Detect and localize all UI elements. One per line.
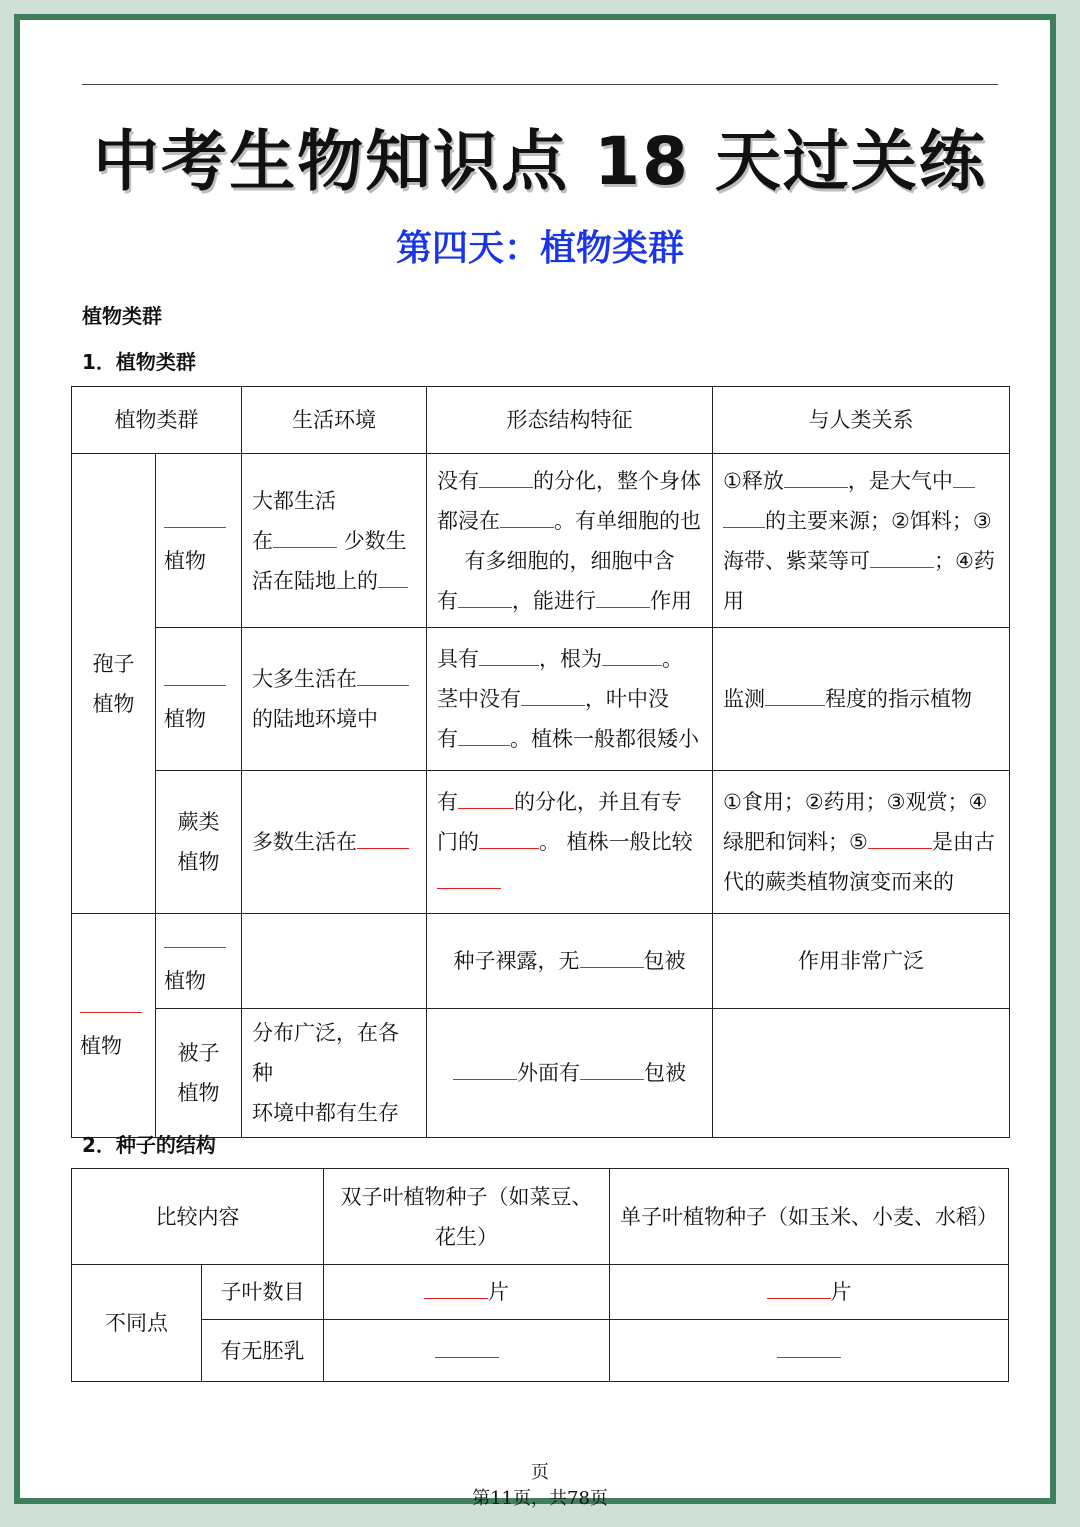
blank[interactable]	[357, 822, 409, 849]
moss-relation-cell: 监测 程度的指示植物	[713, 628, 1010, 771]
blank[interactable]	[500, 501, 554, 528]
monocot-endosperm-cell	[610, 1320, 1009, 1382]
table-header-row	[72, 1169, 1009, 1265]
blank[interactable]	[80, 986, 142, 1013]
fern-relation-cell: ①食用；②药用；③观赏；④ 绿肥和饲料；⑤ 是由古 代的蕨类植物演变而来的	[713, 771, 1010, 914]
section-1-title: 1．植物类群	[82, 350, 196, 374]
blank[interactable]	[435, 1331, 499, 1358]
fern-env-cell: 多数生活在	[242, 771, 427, 914]
blank[interactable]	[479, 822, 539, 849]
page-subtitle: 第四天：植物类群	[395, 228, 684, 269]
section-2-title: 2．种子的结构	[82, 1133, 216, 1157]
table-row-fern	[72, 771, 1010, 914]
blank[interactable]	[596, 581, 650, 608]
fern-name-cell: 蕨类 植物	[156, 771, 242, 914]
plant-groups-table	[71, 386, 1010, 1138]
footer-page-number: 第11页，共78页	[472, 1488, 608, 1509]
dicot-cotyledon-cell: 片	[324, 1265, 610, 1320]
blank[interactable]	[458, 581, 512, 608]
header-cell: 形态结构特征	[427, 387, 713, 454]
blank[interactable]	[164, 501, 226, 528]
header-rule	[82, 84, 998, 85]
angio-feature-cell: 外面有 包被	[427, 1009, 713, 1138]
page-title: 中考生物知识点 18 天过关练	[93, 123, 987, 200]
seed-structure-table	[71, 1168, 1009, 1382]
table-row	[72, 1320, 1009, 1382]
blank[interactable]	[784, 461, 848, 488]
table-row-algae	[72, 454, 1010, 628]
group-label: 植物	[92, 691, 135, 716]
angio-relation-cell	[713, 1009, 1010, 1138]
algae-env-cell: 大都生活 在 少数生 活在陆地上的	[242, 454, 427, 628]
table-row-moss	[72, 628, 1010, 771]
fern-feature-cell: 有 的分化，并且有专 门的 。 植株一般比较	[427, 771, 713, 914]
table-row-angiosperm	[72, 1009, 1010, 1138]
header-cell: 比较内容	[72, 1169, 324, 1265]
blank[interactable]	[479, 461, 533, 488]
header-cell: 单子叶植物种子（如玉米、小麦、水稻）	[610, 1169, 1009, 1265]
algae-name-cell: 植物	[156, 454, 242, 628]
row-label: 有无胚乳	[202, 1320, 324, 1382]
blank[interactable]	[521, 679, 585, 706]
table-row-gymnosperm	[72, 914, 1010, 1009]
group-label: 孢子	[92, 651, 135, 676]
blank[interactable]	[723, 501, 765, 528]
seed-plants-cell: 植物	[72, 914, 156, 1138]
spore-plants-cell	[72, 454, 156, 914]
gymno-relation-cell: 作用非常广泛	[713, 914, 1010, 1009]
header-cell: 生活环境	[242, 387, 427, 454]
moss-env-cell: 大多生活在 的陆地环境中	[242, 628, 427, 771]
dicot-endosperm-cell	[324, 1320, 610, 1382]
footer-page-word: 页	[531, 1462, 549, 1483]
header-cell: 与人类关系	[713, 387, 1010, 454]
blank[interactable]	[777, 1331, 841, 1358]
difference-cell: 不同点	[72, 1265, 202, 1382]
row-label: 子叶数目	[202, 1265, 324, 1320]
algae-feature-cell: 没有 的分化，整个身体 都浸在 。有单细胞的也 有多细胞的，细胞中含 有 ，能进行 作用	[427, 454, 713, 628]
blank[interactable]	[164, 659, 226, 686]
blank[interactable]	[453, 1053, 517, 1080]
section-heading: 植物类群	[82, 304, 162, 328]
blank[interactable]	[164, 921, 226, 948]
table-header-row	[72, 387, 1010, 454]
blank[interactable]	[273, 521, 337, 548]
header-cell: 植物类群	[72, 387, 242, 454]
monocot-cotyledon-cell: 片	[610, 1265, 1009, 1320]
gymno-feature-cell: 种子裸露，无 包被	[427, 914, 713, 1009]
blank[interactable]	[357, 659, 409, 686]
blank[interactable]	[870, 541, 934, 568]
blank[interactable]	[767, 1272, 831, 1299]
blank[interactable]	[868, 822, 932, 849]
blank[interactable]	[580, 941, 644, 968]
blank[interactable]	[580, 1053, 644, 1080]
blank[interactable]	[437, 862, 501, 889]
angio-env-cell: 分布广泛，在各种 环境中都有生存	[242, 1009, 427, 1138]
blank[interactable]	[765, 679, 825, 706]
moss-feature-cell: 具有 ，根为 。 茎中没有 ，叶中没 有 。植株一般都很矮小	[427, 628, 713, 771]
blank[interactable]	[458, 782, 514, 809]
algae-relation-cell: ①释放 ，是大气中 的主要来源；②饵料；③ 海带、紫菜等可 ；④药 用	[713, 454, 1010, 628]
blank[interactable]	[479, 639, 539, 666]
blank[interactable]	[602, 639, 662, 666]
table-row	[72, 1265, 1009, 1320]
blank[interactable]	[424, 1272, 488, 1299]
gymno-name-cell: 植物	[156, 914, 242, 1009]
gymno-env-cell	[242, 914, 427, 1009]
moss-name-cell: 植物	[156, 628, 242, 771]
header-cell: 双子叶植物种子（如菜豆、 花生）	[324, 1169, 610, 1265]
blank[interactable]	[458, 719, 510, 746]
blank[interactable]	[953, 461, 975, 488]
angio-name-cell: 被子 植物	[156, 1009, 242, 1138]
blank[interactable]	[378, 561, 408, 588]
